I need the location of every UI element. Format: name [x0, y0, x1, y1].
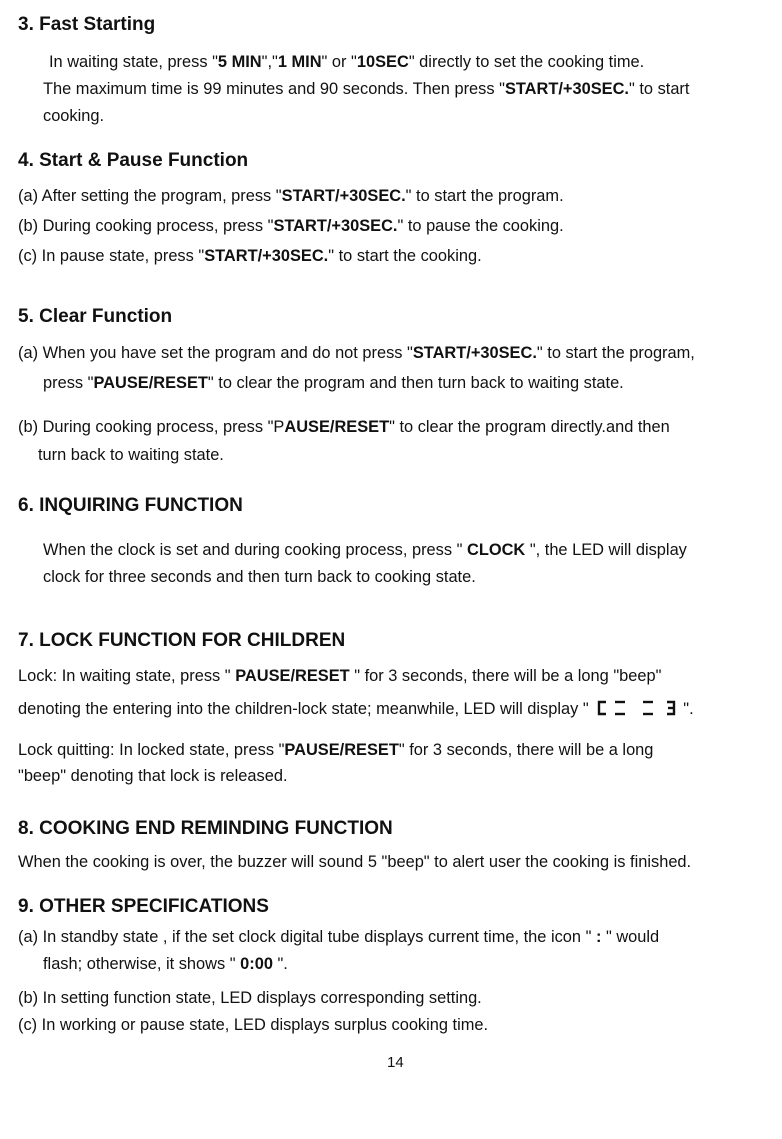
- section-6-heading: 6. INQUIRING FUNCTION: [18, 495, 243, 516]
- section-5-item-b-line-2: turn back to waiting state.: [38, 446, 224, 464]
- section-5-item-a-line-1: (a) When you have set the program and do not press "START/+30SEC." to start the program,: [18, 344, 695, 362]
- section-4-item-c: (c) In pause state, press "START/+30SEC." to start the cooking.: [18, 247, 482, 265]
- section-6-line-1: When the clock is set and during cooking process, press " CLOCK ", the LED will display: [43, 541, 687, 559]
- section-5-heading: 5. Clear Function: [18, 306, 173, 327]
- section-3-line-1: In waiting state, press "5 MIN","1 MIN" or "10SEC" directly to set the cooking time.: [49, 53, 645, 71]
- section-7-line-3: Lock quitting: In locked state, press "PAUSE/RESET" for 3 seconds, there will be a long: [18, 741, 654, 759]
- section-7-heading: 7. LOCK FUNCTION FOR CHILDREN: [18, 630, 346, 651]
- section-7-line-2: denoting the entering into the children-lock state; meanwhile, LED will display " ".: [18, 699, 694, 722]
- section-7-line-1: Lock: In waiting state, press " PAUSE/RESET " for 3 seconds, there will be a long "beep": [18, 667, 662, 685]
- section-8-heading: 8. COOKING END REMINDING FUNCTION: [18, 818, 393, 839]
- section-9-item-c: (c) In working or pause state, LED displays surplus cooking time.: [18, 1016, 489, 1034]
- section-5-item-b-line-1: (b) During cooking process, press "PAUSE/RESET" to clear the program directly.and then: [18, 418, 670, 436]
- section-3-heading: 3. Fast Starting: [18, 14, 156, 35]
- section-4-heading: 4. Start & Pause Function: [18, 150, 249, 171]
- section-4-item-a: (a) After setting the program, press "START/+30SEC." to start the program.: [18, 187, 564, 205]
- page-number: 14: [387, 1054, 404, 1071]
- section-7-line-4: "beep" denoting that lock is released.: [18, 767, 288, 785]
- section-9-item-a-line-2: flash; otherwise, it shows " 0:00 ".: [43, 955, 288, 973]
- section-9-item-a-line-1: (a) In standby state , if the set clock digital tube displays current time, the icon " : " would: [18, 928, 660, 946]
- section-6-line-2: clock for three seconds and then turn back to cooking state.: [43, 568, 476, 586]
- section-3-line-2: The maximum time is 99 minutes and 90 seconds. Then press "START/+30SEC." to start: [43, 80, 690, 98]
- section-9-item-b: (b) In setting function state, LED displays corresponding setting.: [18, 989, 482, 1007]
- section-4-item-b: (b) During cooking process, press "START/+30SEC." to pause the cooking.: [18, 217, 564, 235]
- section-8-line-1: When the cooking is over, the buzzer will sound 5 "beep" to alert user the cooking is finished.: [18, 853, 692, 871]
- section-9-heading: 9. OTHER SPECIFICATIONS: [18, 896, 269, 917]
- section-3-line-3: cooking.: [43, 107, 105, 125]
- lcd-lock-display-icon: [595, 699, 681, 722]
- section-5-item-a-line-2: press "PAUSE/RESET" to clear the program and then turn back to waiting state.: [43, 374, 624, 392]
